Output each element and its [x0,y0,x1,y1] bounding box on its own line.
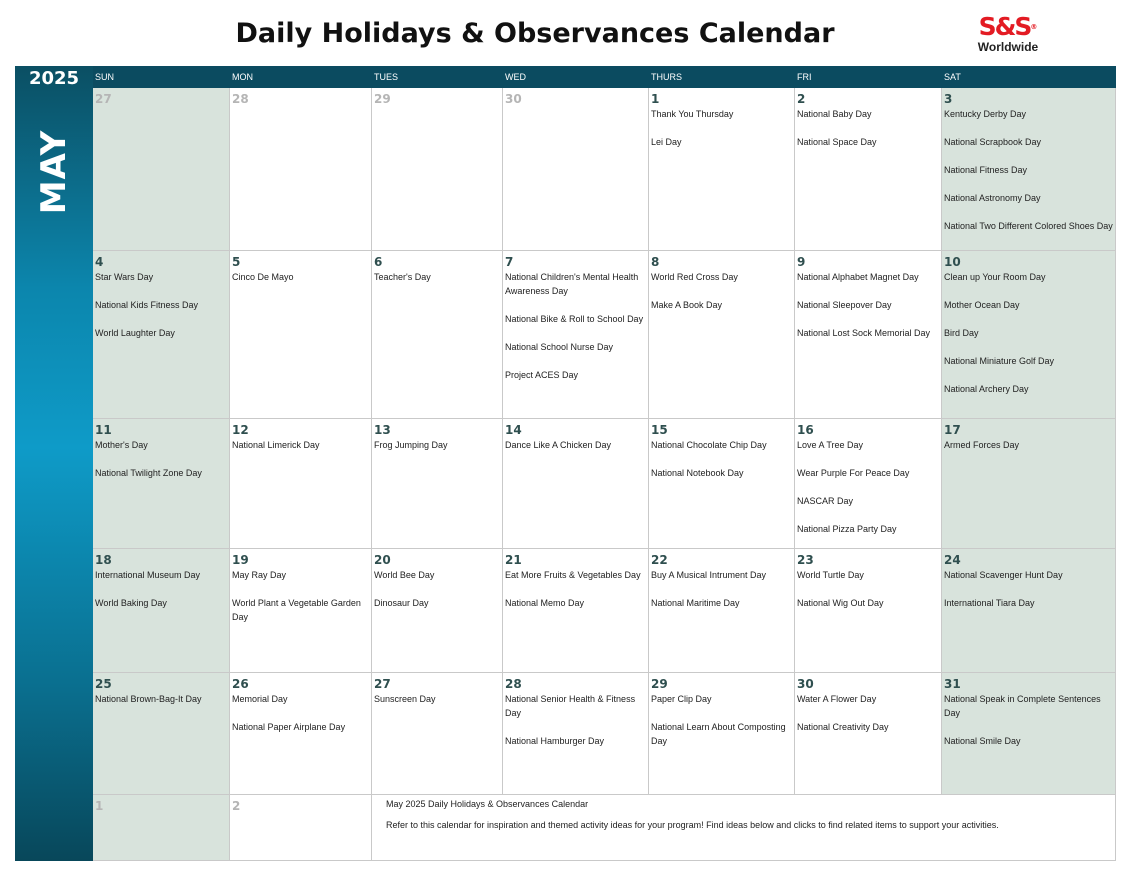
day-number: 27 [374,677,391,691]
event-item[interactable]: Bird Day [944,328,979,338]
day-number: 12 [232,423,249,437]
event-item[interactable]: Love A Tree Day [797,440,864,450]
day-number: 17 [944,423,961,437]
day-number: 25 [95,677,112,691]
event-item[interactable]: Mother Ocean Day [944,300,1020,310]
day-number: 24 [944,553,961,567]
day-cell[interactable] [372,419,503,549]
event-item[interactable]: Water A Flower Day [797,694,877,704]
month-label: MAY [34,129,74,215]
month-label-container [15,92,93,252]
day-number: 19 [232,553,249,567]
day-number: 6 [374,255,383,269]
event-item[interactable]: Armed Forces Day [944,440,1020,450]
day-cell[interactable] [372,251,503,419]
calendar-note [372,795,1116,861]
weekday-thurs: THURS [651,72,682,82]
day-number: 3 [944,92,953,106]
event-item[interactable]: World Red Cross Day [651,272,738,282]
day-cell[interactable] [503,549,649,673]
day-number: 30 [797,677,814,691]
day-number: 20 [374,553,391,567]
event-item[interactable]: National Astronomy Day [944,193,1041,203]
day-number: 14 [505,423,522,437]
event-item[interactable]: National Memo Day [505,598,585,608]
day-number: 26 [232,677,249,691]
event-item[interactable]: National Chocolate Chip Day [651,440,767,450]
event-item[interactable]: International Museum Day [95,570,201,580]
day-cell[interactable] [230,419,372,549]
event-item[interactable]: Kentucky Derby Day [944,109,1027,119]
event-item[interactable]: National Learn About Composting Day [651,722,786,746]
day-cell[interactable] [795,251,942,419]
event-item[interactable]: National Scavenger Hunt Day [944,570,1063,580]
day-cell[interactable] [503,673,649,795]
day-cell[interactable] [649,419,795,549]
day-cell[interactable] [503,251,649,419]
day-cell[interactable] [503,88,649,251]
event-item[interactable]: National Creativity Day [797,722,889,732]
event-item[interactable]: National Sleepover Day [797,300,892,310]
day-cell[interactable] [230,795,372,861]
event-item[interactable]: Dance Like A Chicken Day [505,440,612,450]
event-item[interactable]: Eat More Fruits & Vegetables Day [505,570,641,580]
logo-subtitle: Worldwide [977,40,1039,54]
page-title: Daily Holidays & Observances Calendar [235,18,835,49]
day-number: 8 [651,255,660,269]
day-number: 1 [95,799,104,813]
day-number: 29 [651,677,668,691]
event-item[interactable]: Cinco De Mayo [232,272,294,282]
day-cell[interactable] [372,88,503,251]
day-cell[interactable] [942,419,1116,549]
day-number: 5 [232,255,241,269]
day-cell[interactable] [372,673,503,795]
ss-worldwide-logo[interactable] [973,12,1043,60]
event-item[interactable]: National Limerick Day [232,440,320,450]
event-item[interactable]: National School Nurse Day [505,342,614,352]
event-item[interactable]: National Maritime Day [651,598,740,608]
event-item[interactable]: Thank You Thursday [651,109,734,119]
day-cell[interactable] [93,419,230,549]
day-cell[interactable] [372,549,503,673]
day-cell[interactable] [942,549,1116,673]
day-cell[interactable] [230,673,372,795]
event-item[interactable]: National Wig Out Day [797,598,884,608]
event-item[interactable]: National Space Day [797,137,877,147]
event-item[interactable]: National Lost Sock Memorial Day [797,328,931,338]
event-item[interactable]: World Plant a Vegetable Garden Day [232,598,361,622]
year-label: 2025 [28,68,80,89]
day-number: 13 [374,423,391,437]
day-number: 28 [505,677,522,691]
event-item[interactable]: Teacher's Day [374,272,431,282]
day-cell[interactable] [93,251,230,419]
event-item[interactable]: World Laughter Day [95,328,175,338]
event-item[interactable]: NASCAR Day [797,496,854,506]
event-item[interactable]: National Scrapbook Day [944,137,1042,147]
event-item[interactable]: National Archery Day [944,384,1029,394]
weekday-sat: SAT [944,72,961,82]
day-cell[interactable] [942,251,1116,419]
event-item[interactable]: National Smile Day [944,736,1021,746]
day-number: 21 [505,553,522,567]
day-number: 22 [651,553,668,567]
event-item[interactable]: Lei Day [651,137,682,147]
event-item[interactable]: National Notebook Day [651,468,744,478]
day-cell[interactable] [795,549,942,673]
event-item[interactable]: Project ACES Day [505,370,579,380]
event-item[interactable]: National Bike & Roll to School Day [505,314,644,324]
day-number: 29 [374,92,391,106]
day-number: 28 [232,92,249,106]
event-item[interactable]: Star Wars Day [95,272,154,282]
weekday-sun: SUN [95,72,115,82]
day-cell[interactable] [230,88,372,251]
event-item[interactable]: National Speak in Complete Sentences Day [944,694,1101,718]
day-number: 7 [505,255,514,269]
event-item[interactable]: Memorial Day [232,694,288,704]
event-item[interactable]: National Baby Day [797,109,872,119]
day-cell[interactable] [93,673,230,795]
day-cell[interactable] [230,549,372,673]
event-item[interactable]: Make A Book Day [651,300,723,310]
day-number: 10 [944,255,961,269]
event-item[interactable]: National Alphabet Magnet Day [797,272,919,282]
event-item[interactable]: World Baking Day [95,598,167,608]
event-item[interactable]: Clean up Your Room Day [944,272,1046,282]
day-cell[interactable] [503,419,649,549]
event-item[interactable]: National Hamburger Day [505,736,605,746]
event-item[interactable]: National Twilight Zone Day [95,468,202,478]
day-number: 1 [651,92,660,106]
day-cell[interactable] [795,88,942,251]
event-item[interactable]: National Brown-Bag-It Day [95,694,202,704]
day-cell[interactable] [795,673,942,795]
event-item[interactable]: National Paper Airplane Day [232,722,346,732]
day-number: 2 [797,92,806,106]
day-number: 31 [944,677,961,691]
event-item[interactable]: Sunscreen Day [374,694,436,704]
event-item[interactable]: National Senior Health & Fitness Day [505,694,636,718]
day-cell[interactable] [93,88,230,251]
day-cell[interactable] [795,419,942,549]
weekday-tues: TUES [374,72,399,82]
day-cell[interactable] [649,88,795,251]
day-cell[interactable] [93,549,230,673]
event-item[interactable]: National Kids Fitness Day [95,300,199,310]
day-number: 18 [95,553,112,567]
day-cell[interactable] [649,549,795,673]
day-number: 23 [797,553,814,567]
day-cell[interactable] [230,251,372,419]
weekday-mon: MON [232,72,253,82]
event-item[interactable]: International Tiara Day [944,598,1035,608]
event-item[interactable]: Frog Jumping Day [374,440,448,450]
day-cell[interactable] [649,251,795,419]
weekday-fri: FRI [797,72,812,82]
day-cell[interactable] [942,673,1116,795]
event-item[interactable]: National Pizza Party Day [797,524,897,534]
event-item[interactable]: World Turtle Day [797,570,864,580]
event-item[interactable]: Wear Purple For Peace Day [797,468,910,478]
event-item[interactable]: National Fitness Day [944,165,1028,175]
note-text: Refer to this calendar for inspiration and themed activity ideas for your program! Find ideas below and clicks to find related items to support your activities. [386,820,999,830]
day-cell[interactable] [649,673,795,795]
day-number: 15 [651,423,668,437]
day-number: 30 [505,92,522,106]
event-item[interactable]: Dinosaur Day [374,598,429,608]
day-number: 27 [95,92,112,106]
day-cell[interactable] [942,88,1116,251]
day-number: 2 [232,799,241,813]
event-item[interactable]: National Miniature Golf Day [944,356,1055,366]
weekday-wed: WED [505,72,526,82]
event-item[interactable]: Mother's Day [95,440,148,450]
day-number: 11 [95,423,112,437]
event-item[interactable]: May Ray Day [232,570,287,580]
day-cell[interactable] [93,795,230,861]
day-number: 9 [797,255,806,269]
day-number: 4 [95,255,104,269]
logo-mark: S&S® [978,12,1038,41]
event-item[interactable]: National Children's Mental Health Awareness Day [505,272,639,296]
event-item[interactable]: Buy A Musical Intrument Day [651,570,767,580]
event-item[interactable]: National Two Different Colored Shoes Day [944,221,1113,231]
event-item[interactable]: Paper Clip Day [651,694,712,704]
event-item[interactable]: World Bee Day [374,570,435,580]
note-heading: May 2025 Daily Holidays & Observances Calendar [386,799,589,809]
day-number: 16 [797,423,814,437]
